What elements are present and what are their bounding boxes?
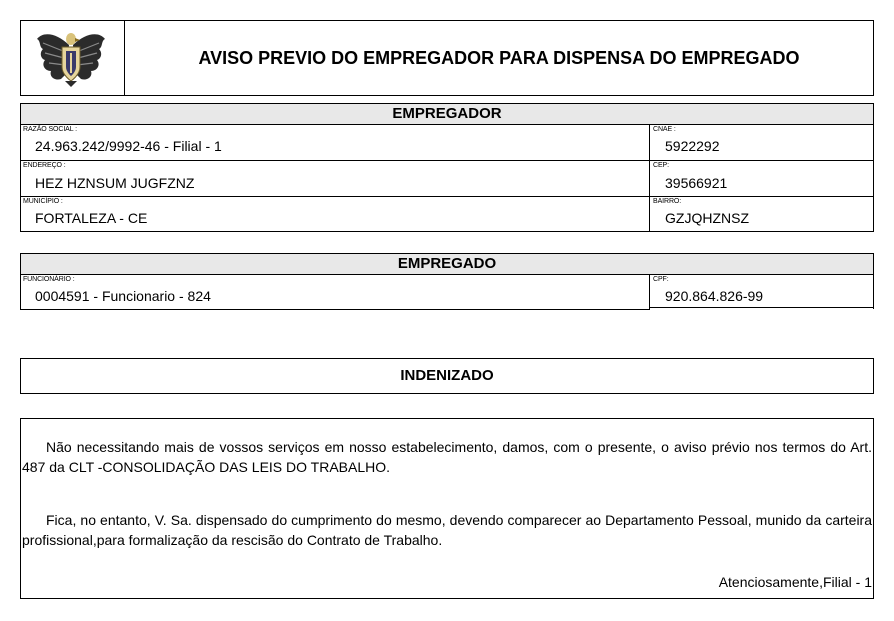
municipio-label: MUNICÍPIO :	[23, 198, 63, 205]
empregador-row-divider-1	[21, 160, 873, 161]
funcionario-label: FUNCIONÁRIO :	[23, 276, 75, 283]
aviso-paragraph-1: Não necessitando mais de vossos serviços em nosso estabelecimento, damos, com o presente, o aviso prévio nos termos do Art. 487 da CLT -CONSOLIDAÇÃO DAS LEIS DO TRABALHO.	[22, 439, 872, 475]
empregado-header: EMPREGADO	[21, 254, 873, 275]
cnae-value: 5922292	[665, 138, 720, 154]
page-title: AVISO PREVIO DO EMPREGADOR PARA DISPENSA DO EMPREGADO	[198, 48, 800, 68]
empregado-bottom-right-border	[649, 307, 874, 308]
empregado-bottom-left-border	[20, 309, 650, 310]
eagle-crest-icon	[35, 27, 107, 89]
empregador-row-divider-2	[21, 196, 873, 197]
razao-social-value: 24.963.242/9992-46 - Filial - 1	[35, 138, 222, 154]
cep-label: CEP:	[653, 162, 669, 169]
cnae-label: CNAE :	[653, 126, 676, 133]
cpf-label: CPF:	[653, 276, 669, 283]
empregado-section	[20, 253, 874, 309]
empregador-column-divider	[649, 124, 650, 232]
cpf-value: 920.864.826-99	[665, 288, 764, 304]
endereco-label: ENDEREÇO :	[23, 162, 66, 169]
tipo-aviso: INDENIZADO	[400, 367, 494, 384]
empregado-column-divider	[649, 274, 650, 310]
title-block	[20, 20, 874, 96]
closing-signature: Atenciosamente,Filial - 1	[718, 574, 872, 590]
bairro-value: GZJQHZNSZ	[665, 210, 749, 226]
empregador-section	[20, 103, 874, 232]
razao-social-label: RAZÃO SOCIAL :	[23, 126, 77, 133]
cep-value: 39566921	[665, 175, 728, 191]
aviso-paragraph-2: Fica, no entanto, V. Sa. dispensado do cumprimento do mesmo, devendo comparecer ao Departamento Pessoal, munido da carteira profissional,para formalização da rescisão do Contrato de Trabalho.	[22, 512, 872, 548]
funcionario-value: 0004591 - Funcionario - 824	[35, 288, 211, 304]
municipio-value: FORTALEZA - CE	[35, 210, 148, 226]
bairro-label: BAIRRO:	[653, 198, 682, 205]
empregador-header: EMPREGADOR	[21, 104, 873, 125]
endereco-value: HEZ HZNSUM JUGFZNZ	[35, 175, 195, 191]
tipo-aviso-box	[20, 358, 874, 394]
